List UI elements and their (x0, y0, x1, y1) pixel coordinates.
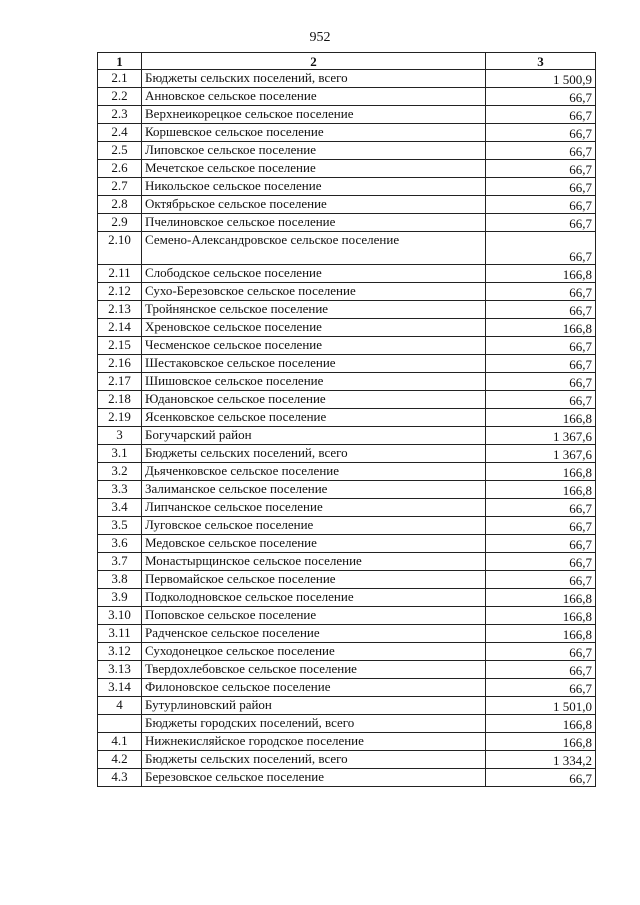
row-number-cell: 2.14 (98, 319, 142, 337)
row-name-cell: Твердохлебовское сельское поселение (142, 661, 486, 679)
table-row (98, 769, 596, 787)
row-number-cell: 3.12 (98, 643, 142, 661)
row-number-cell: 2.19 (98, 409, 142, 427)
row-value-cell: 166,8 (486, 319, 596, 337)
row-value-cell: 66,7 (486, 214, 596, 232)
row-value-cell: 66,7 (486, 661, 596, 679)
table-row (98, 463, 596, 481)
row-name-cell: Бюджеты сельских поселений, всего (142, 751, 486, 769)
row-number-cell: 3.3 (98, 481, 142, 499)
row-name-cell: Коршевское сельское поселение (142, 124, 486, 142)
table-row (98, 571, 596, 589)
table-row (98, 70, 596, 88)
table-row (98, 517, 596, 535)
row-name-cell: Тройнянское сельское поселение (142, 301, 486, 319)
row-name-cell: Никольское сельское поселение (142, 178, 486, 196)
table-row (98, 301, 596, 319)
row-name-cell: Анновское сельское поселение (142, 88, 486, 106)
row-value-cell: 1 501,0 (486, 697, 596, 715)
row-name-cell: Шишовское сельское поселение (142, 373, 486, 391)
row-value-cell: 166,8 (486, 265, 596, 283)
row-value-cell: 66,7 (486, 283, 596, 301)
row-number-cell: 2.11 (98, 265, 142, 283)
table-row (98, 160, 596, 178)
table-row (98, 106, 596, 124)
row-value-cell: 66,7 (486, 553, 596, 571)
row-value-cell: 66,7 (486, 373, 596, 391)
row-name-cell: Бутурлиновский район (142, 697, 486, 715)
row-name-cell: Поповское сельское поселение (142, 607, 486, 625)
table-row (98, 499, 596, 517)
row-value-cell: 66,7 (486, 232, 596, 265)
row-number-cell: 4 (98, 697, 142, 715)
row-value-cell: 1 500,9 (486, 70, 596, 88)
row-number-cell: 3.9 (98, 589, 142, 607)
row-value-cell: 66,7 (486, 499, 596, 517)
row-value-cell: 66,7 (486, 124, 596, 142)
row-number-cell: 2.8 (98, 196, 142, 214)
row-value-cell: 66,7 (486, 517, 596, 535)
table-row (98, 373, 596, 391)
row-number-cell: 2.5 (98, 142, 142, 160)
table-row (98, 355, 596, 373)
row-value-cell: 166,8 (486, 625, 596, 643)
table-row (98, 232, 596, 265)
row-name-cell: Медовское сельское поселение (142, 535, 486, 553)
row-number-cell: 2.2 (98, 88, 142, 106)
row-value-cell: 66,7 (486, 643, 596, 661)
row-name-cell: Первомайское сельское поселение (142, 571, 486, 589)
row-number-cell: 4.1 (98, 733, 142, 751)
row-name-cell: Липчанское сельское поселение (142, 499, 486, 517)
table-row (98, 337, 596, 355)
row-name-cell: Березовское сельское поселение (142, 769, 486, 787)
row-value-cell: 66,7 (486, 160, 596, 178)
row-name-cell: Октябрьское сельское поселение (142, 196, 486, 214)
row-name-cell: Монастырщинское сельское поселение (142, 553, 486, 571)
row-name-cell: Богучарский район (142, 427, 486, 445)
row-name-cell: Залиманское сельское поселение (142, 481, 486, 499)
row-number-cell: 3.11 (98, 625, 142, 643)
table-row (98, 661, 596, 679)
row-number-cell: 3.4 (98, 499, 142, 517)
row-name-cell: Шестаковское сельское поселение (142, 355, 486, 373)
row-value-cell: 166,8 (486, 409, 596, 427)
row-name-cell: Филоновское сельское поселение (142, 679, 486, 697)
table-row (98, 178, 596, 196)
row-value-cell: 1 367,6 (486, 445, 596, 463)
table-row (98, 319, 596, 337)
row-number-cell: 2.12 (98, 283, 142, 301)
row-value-cell: 166,8 (486, 607, 596, 625)
row-name-cell: Семено-Александровское сельское поселение (142, 232, 486, 265)
row-number-cell: 2.18 (98, 391, 142, 409)
table-header (98, 53, 596, 70)
table-row (98, 697, 596, 715)
header-cell-1: 1 (98, 53, 142, 70)
row-name-cell: Мечетское сельское поселение (142, 160, 486, 178)
row-value-cell: 66,7 (486, 88, 596, 106)
row-value-cell: 166,8 (486, 463, 596, 481)
table-row (98, 679, 596, 697)
row-name-cell: Хреновское сельское поселение (142, 319, 486, 337)
row-value-cell: 1 367,6 (486, 427, 596, 445)
row-number-cell: 2.15 (98, 337, 142, 355)
table-row (98, 733, 596, 751)
row-number-cell: 2.7 (98, 178, 142, 196)
row-value-cell: 166,8 (486, 481, 596, 499)
row-name-cell: Сухо-Березовское сельское поселение (142, 283, 486, 301)
row-value-cell: 66,7 (486, 535, 596, 553)
row-number-cell: 3 (98, 427, 142, 445)
table-row (98, 715, 596, 733)
row-name-cell: Луговское сельское поселение (142, 517, 486, 535)
row-name-cell: Ясенковское сельское поселение (142, 409, 486, 427)
row-name-cell: Нижнекисляйское городское поселение (142, 733, 486, 751)
table-row (98, 214, 596, 232)
row-name-cell: Чесменское сельское поселение (142, 337, 486, 355)
row-value-cell: 66,7 (486, 391, 596, 409)
row-number-cell: 3.8 (98, 571, 142, 589)
row-number-cell: 3.6 (98, 535, 142, 553)
row-number-cell: 2.16 (98, 355, 142, 373)
table-row (98, 553, 596, 571)
row-value-cell: 166,8 (486, 589, 596, 607)
row-number-cell: 3.7 (98, 553, 142, 571)
row-name-cell: Бюджеты сельских поселений, всего (142, 70, 486, 88)
row-number-cell: 3.14 (98, 679, 142, 697)
row-name-cell: Бюджеты городских поселений, всего (142, 715, 486, 733)
table-row (98, 283, 596, 301)
row-number-cell: 3.5 (98, 517, 142, 535)
row-name-cell: Бюджеты сельских поселений, всего (142, 445, 486, 463)
row-name-cell: Верхнеикорецкое сельское поселение (142, 106, 486, 124)
row-number-cell: 2.6 (98, 160, 142, 178)
data-table (97, 52, 596, 787)
row-number-cell: 4.3 (98, 769, 142, 787)
row-name-cell: Дьяченковское сельское поселение (142, 463, 486, 481)
header-cell-2: 2 (142, 53, 486, 70)
row-number-cell (98, 715, 142, 733)
table-row (98, 589, 596, 607)
table-row (98, 625, 596, 643)
table-row (98, 391, 596, 409)
row-value-cell: 66,7 (486, 355, 596, 373)
table-row (98, 643, 596, 661)
row-name-cell: Липовское сельское поселение (142, 142, 486, 160)
table-row (98, 88, 596, 106)
row-value-cell: 66,7 (486, 301, 596, 319)
row-value-cell: 66,7 (486, 142, 596, 160)
table-row (98, 142, 596, 160)
row-number-cell: 2.3 (98, 106, 142, 124)
page-number: 952 (309, 30, 331, 45)
row-value-cell: 66,7 (486, 178, 596, 196)
row-number-cell: 3.2 (98, 463, 142, 481)
row-value-cell: 66,7 (486, 571, 596, 589)
row-value-cell: 166,8 (486, 715, 596, 733)
table-row (98, 751, 596, 769)
row-number-cell: 3.13 (98, 661, 142, 679)
table-row (98, 445, 596, 463)
row-number-cell: 2.9 (98, 214, 142, 232)
row-value-cell: 66,7 (486, 196, 596, 214)
header-cell-3: 3 (486, 53, 596, 70)
row-name-cell: Радченское сельское поселение (142, 625, 486, 643)
table-body (98, 70, 596, 787)
row-name-cell: Суходонецкое сельское поселение (142, 643, 486, 661)
row-name-cell: Пчелиновское сельское поселение (142, 214, 486, 232)
row-number-cell: 4.2 (98, 751, 142, 769)
row-number-cell: 2.1 (98, 70, 142, 88)
row-number-cell: 2.13 (98, 301, 142, 319)
row-value-cell: 1 334,2 (486, 751, 596, 769)
row-name-cell: Подколодновское сельское поселение (142, 589, 486, 607)
row-number-cell: 3.10 (98, 607, 142, 625)
table-row (98, 535, 596, 553)
row-value-cell: 66,7 (486, 679, 596, 697)
row-value-cell: 66,7 (486, 769, 596, 787)
table-row (98, 196, 596, 214)
table-row (98, 481, 596, 499)
row-value-cell: 66,7 (486, 337, 596, 355)
table-row (98, 409, 596, 427)
row-name-cell: Юдановское сельское поселение (142, 391, 486, 409)
row-name-cell: Слободское сельское поселение (142, 265, 486, 283)
row-value-cell: 66,7 (486, 106, 596, 124)
table-row (98, 124, 596, 142)
row-value-cell: 166,8 (486, 733, 596, 751)
table-row (98, 607, 596, 625)
table-row (98, 427, 596, 445)
row-number-cell: 2.10 (98, 232, 142, 265)
table-row (98, 265, 596, 283)
row-number-cell: 2.17 (98, 373, 142, 391)
row-number-cell: 3.1 (98, 445, 142, 463)
row-number-cell: 2.4 (98, 124, 142, 142)
